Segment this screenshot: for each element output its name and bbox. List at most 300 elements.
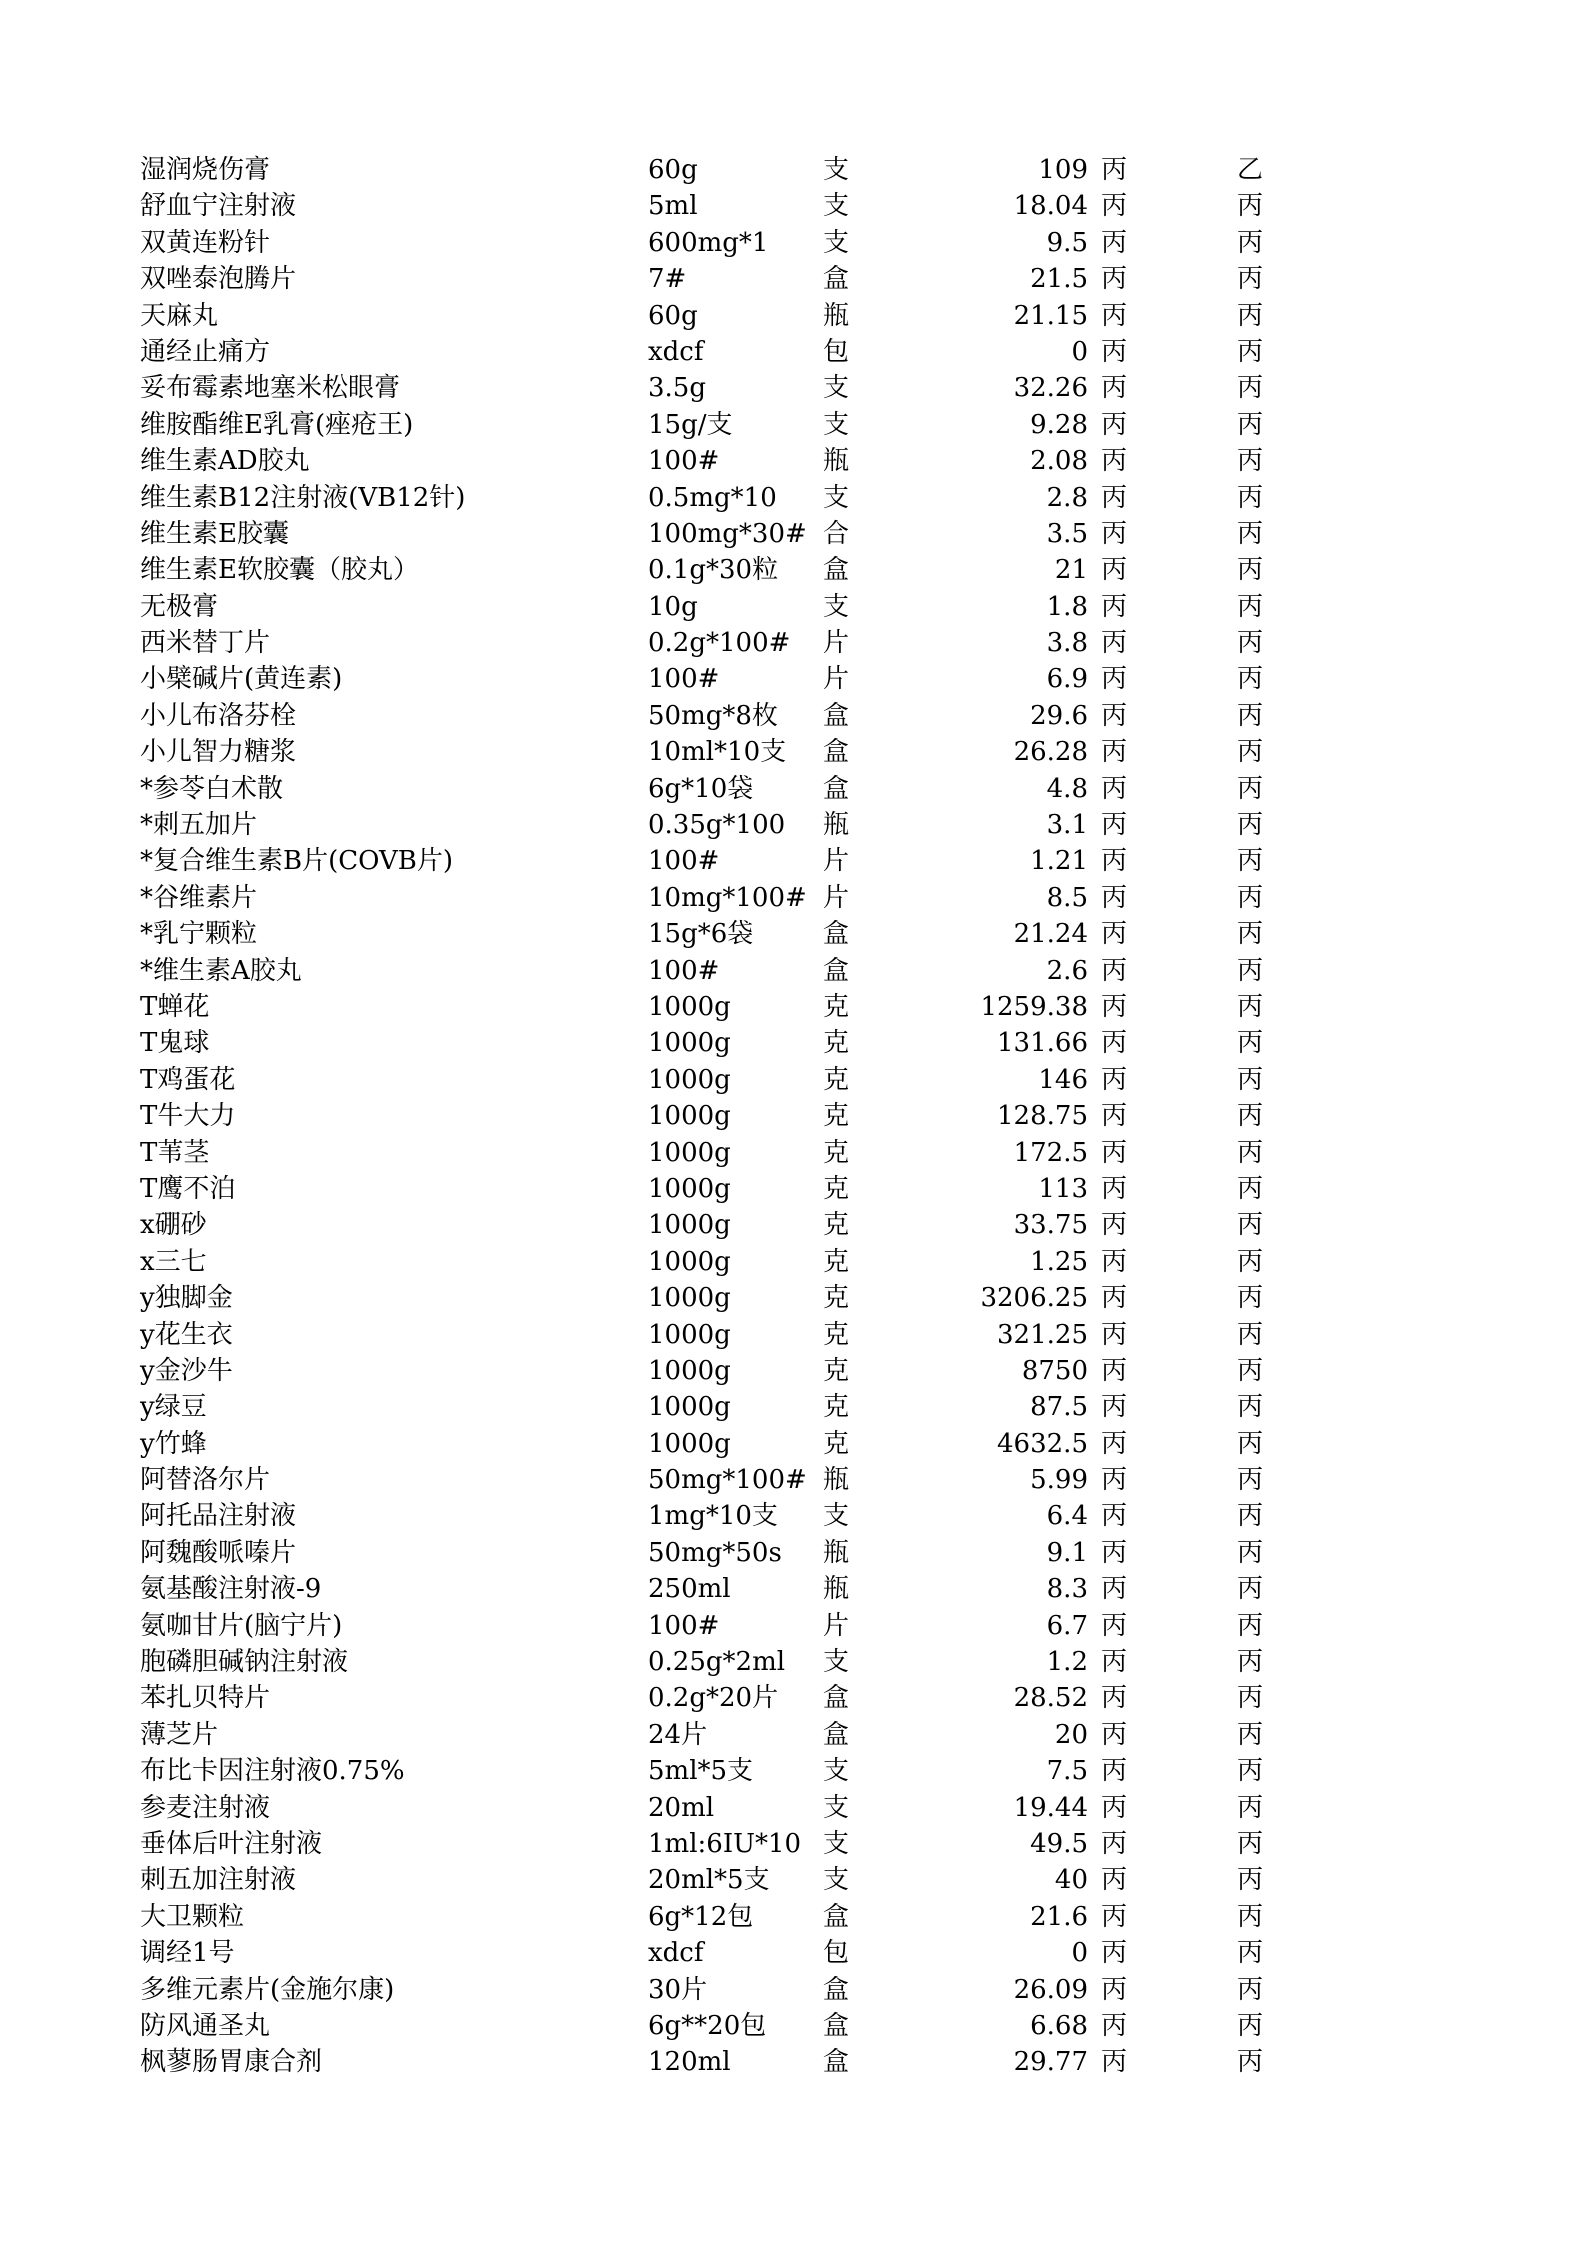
price-cell: 1.2 [1046,1647,1088,1678]
drug-name-cell: *维生素A胶丸 [140,955,302,986]
insurance-class-cell: 丙 [1237,1210,1264,1241]
category-cell: 丙 [1101,1901,1128,1932]
drug-name-cell: 多维元素片(金施尔康) [140,1974,395,2005]
drug-name-cell: 布比卡因注射液0.75% [140,1756,405,1787]
unit-cell: 瓶 [823,300,850,331]
drug-name-cell: 天麻丸 [140,300,219,331]
table-row [0,1935,1587,1971]
unit-cell: 瓶 [823,446,850,477]
insurance-class-cell: 丙 [1237,991,1264,1022]
category-cell: 丙 [1101,482,1128,513]
spec-cell: 0.2g*100# [648,628,791,659]
table-row [0,771,1587,807]
drug-name-cell: 西米替丁片 [140,628,271,659]
insurance-class-cell: 丙 [1237,1683,1264,1714]
spec-cell: 1000g [648,1428,731,1459]
category-cell: 丙 [1101,1647,1128,1678]
table-row [0,1717,1587,1753]
price-cell: 1259.38 [980,991,1088,1022]
drug-name-cell: 阿替洛尔片 [140,1465,271,1496]
category-cell: 丙 [1101,1064,1128,1095]
table-row [0,1753,1587,1789]
spec-cell: 1000g [648,991,731,1022]
spec-cell: 100mg*30# [648,518,807,549]
table-row [0,225,1587,261]
category-cell: 丙 [1101,2047,1128,2078]
unit-cell: 克 [823,1137,850,1168]
insurance-class-cell: 丙 [1237,1465,1264,1496]
drug-name-cell: T牛大力 [140,1101,236,1132]
spec-cell: 600mg*1 [648,227,769,258]
spec-cell: 10ml*10支 [648,737,787,768]
insurance-class-cell: 丙 [1237,1610,1264,1641]
spec-cell: 60g [648,300,698,331]
table-row [0,1171,1587,1207]
insurance-class-cell: 丙 [1237,1647,1264,1678]
table-row [0,298,1587,334]
unit-cell: 克 [823,1173,850,1204]
unit-cell: 克 [823,1319,850,1350]
drug-name-cell: 双黄连粉针 [140,227,271,258]
category-cell: 丙 [1101,664,1128,695]
drug-name-cell: 阿魏酸哌嗪片 [140,1537,297,1568]
spec-cell: 10g [648,591,698,622]
insurance-class-cell: 丙 [1237,2047,1264,2078]
table-row [0,1244,1587,1280]
unit-cell: 支 [823,482,850,513]
category-cell: 丙 [1101,810,1128,841]
unit-cell: 盒 [823,737,850,768]
insurance-class-cell: 丙 [1237,1246,1264,1277]
insurance-class-cell: 丙 [1237,446,1264,477]
spec-cell: 1000g [648,1101,731,1132]
spec-cell: 1000g [648,1137,731,1168]
price-cell: 29.6 [1030,700,1088,731]
drug-name-cell: 调经1号 [140,1938,235,1969]
unit-cell: 瓶 [823,1574,850,1605]
spec-cell: 1000g [648,1283,731,1314]
table-row [0,2044,1587,2080]
unit-cell: 支 [823,1501,850,1532]
spec-cell: 20ml*5支 [648,1865,770,1896]
drug-name-cell: T鬼球 [140,1028,210,1059]
unit-cell: 盒 [823,700,850,731]
price-cell: 109 [1038,155,1088,185]
unit-cell: 支 [823,1828,850,1859]
unit-cell: 克 [823,991,850,1022]
table-row [0,370,1587,406]
spec-cell: 100# [648,955,720,986]
spec-cell: 1000g [648,1392,731,1423]
table-row [0,989,1587,1025]
category-cell: 丙 [1101,1355,1128,1386]
table-row [0,953,1587,989]
insurance-class-cell: 丙 [1237,373,1264,404]
price-cell: 3.5 [1046,518,1088,549]
drug-name-cell: 维生素E胶囊 [140,518,289,549]
spec-cell: 0.25g*2ml [648,1647,786,1678]
unit-cell: 盒 [823,2047,850,2078]
insurance-class-cell: 丙 [1237,1792,1264,1823]
drug-name-cell: *刺五加片 [140,810,258,841]
insurance-class-cell: 丙 [1237,482,1264,513]
category-cell: 丙 [1101,1938,1128,1969]
spec-cell: 1000g [648,1319,731,1350]
unit-cell: 盒 [823,555,850,586]
insurance-class-cell: 丙 [1237,227,1264,258]
insurance-class-cell: 丙 [1237,846,1264,877]
table-row [0,1571,1587,1607]
category-cell: 丙 [1101,591,1128,622]
drug-name-cell: y竹蜂 [140,1428,207,1459]
insurance-class-cell: 丙 [1237,1574,1264,1605]
unit-cell: 盒 [823,2010,850,2041]
spec-cell: 1000g [648,1246,731,1277]
drug-name-cell: 无极膏 [140,591,219,622]
category-cell: 丙 [1101,1283,1128,1314]
table-row [0,661,1587,697]
price-cell: 5.99 [1030,1465,1088,1496]
price-cell: 19.44 [1013,1792,1088,1823]
category-cell: 丙 [1101,1865,1128,1896]
table-row [0,916,1587,952]
table-row [0,188,1587,224]
unit-cell: 支 [823,373,850,404]
table-row [0,1317,1587,1353]
category-cell: 丙 [1101,1319,1128,1350]
spec-cell: 100# [648,664,720,695]
drug-name-cell: y金沙牛 [140,1355,233,1386]
price-cell: 2.08 [1030,446,1088,477]
table-row [0,807,1587,843]
insurance-class-cell: 丙 [1237,628,1264,659]
unit-cell: 克 [823,1210,850,1241]
spec-cell: 1000g [648,1028,731,1059]
insurance-class-cell: 丙 [1237,1101,1264,1132]
price-cell: 3.8 [1046,628,1088,659]
category-cell: 丙 [1101,409,1128,440]
spec-cell: 1ml:6IU*10 [648,1828,802,1859]
drug-name-cell: 参麦注射液 [140,1792,271,1823]
unit-cell: 克 [823,1392,850,1423]
spec-cell: 100# [648,846,720,877]
drug-name-cell: 苯扎贝特片 [140,1683,271,1714]
unit-cell: 克 [823,1355,850,1386]
insurance-class-cell: 丙 [1237,700,1264,731]
spec-cell: 250ml [648,1574,731,1605]
category-cell: 丙 [1101,191,1128,222]
spec-cell: xdcf [648,336,704,367]
spec-cell: 50mg*100# [648,1465,807,1496]
unit-cell: 盒 [823,1683,850,1714]
unit-cell: 片 [823,628,850,659]
drug-name-cell: 维生素E软胶囊（胶丸） [140,555,419,586]
price-cell: 21.5 [1030,264,1088,295]
drug-name-cell: 小檗碱片(黄连素) [140,664,343,695]
price-cell: 87.5 [1030,1392,1088,1423]
unit-cell: 支 [823,191,850,222]
table-row [0,1644,1587,1680]
insurance-class-cell: 丙 [1237,409,1264,440]
insurance-class-cell: 丙 [1237,336,1264,367]
price-cell: 0 [1071,336,1088,367]
spec-cell: 6g**20包 [648,2010,767,2041]
unit-cell: 克 [823,1064,850,1095]
category-cell: 丙 [1101,1974,1128,2005]
category-cell: 丙 [1101,1719,1128,1750]
unit-cell: 包 [823,336,850,367]
insurance-class-cell: 丙 [1237,1428,1264,1459]
drug-name-cell: 枫蓼肠胃康合剂 [140,2047,323,2078]
category-cell: 丙 [1101,373,1128,404]
drug-name-cell: *参苓白术散 [140,773,284,804]
table-row [0,843,1587,879]
table-row [0,880,1587,916]
category-cell: 丙 [1101,955,1128,986]
table-row [0,698,1587,734]
category-cell: 丙 [1101,1537,1128,1568]
spec-cell: 10mg*100# [648,882,807,913]
unit-cell: 盒 [823,1719,850,1750]
price-cell: 3.1 [1046,810,1088,841]
insurance-class-cell: 丙 [1237,810,1264,841]
category-cell: 丙 [1101,1465,1128,1496]
spec-cell: 1000g [648,1173,731,1204]
table-row [0,516,1587,552]
spec-cell: 100# [648,446,720,477]
drug-name-cell: y花生衣 [140,1319,233,1350]
price-cell: 33.75 [1013,1210,1088,1241]
price-cell: 1.8 [1046,591,1088,622]
category-cell: 丙 [1101,846,1128,877]
unit-cell: 片 [823,664,850,695]
insurance-class-cell: 丙 [1237,1283,1264,1314]
insurance-class-cell: 丙 [1237,1064,1264,1095]
insurance-class-cell: 乙 [1237,155,1264,185]
insurance-class-cell: 丙 [1237,191,1264,222]
unit-cell: 支 [823,155,850,185]
category-cell: 丙 [1101,1246,1128,1277]
spec-cell: 1000g [648,1064,731,1095]
price-cell: 146 [1038,1064,1088,1095]
spec-cell: 0.35g*100 [648,810,786,841]
drug-name-cell: 胞磷胆碱钠注射液 [140,1647,349,1678]
spec-cell: 50mg*8枚 [648,700,778,731]
price-cell: 32.26 [1013,373,1088,404]
category-cell: 丙 [1101,1792,1128,1823]
insurance-class-cell: 丙 [1237,1974,1264,2005]
table-row [0,1972,1587,2008]
price-cell: 8750 [1021,1355,1088,1386]
drug-name-cell: 通经止痛方 [140,336,271,367]
spec-cell: 100# [648,1610,720,1641]
unit-cell: 盒 [823,955,850,986]
price-cell: 6.9 [1046,664,1088,695]
table-row [0,1389,1587,1425]
price-cell: 26.28 [1013,737,1088,768]
drug-name-cell: y绿豆 [140,1392,207,1423]
drug-name-cell: 氨咖甘片(脑宁片) [140,1610,343,1641]
price-cell: 1.25 [1030,1246,1088,1277]
insurance-class-cell: 丙 [1237,1392,1264,1423]
spec-cell: 15g*6袋 [648,919,754,950]
price-cell: 21 [1054,555,1088,586]
unit-cell: 包 [823,1938,850,1969]
insurance-class-cell: 丙 [1237,737,1264,768]
unit-cell: 支 [823,1647,850,1678]
table-row [0,1899,1587,1935]
price-cell: 20 [1054,1719,1088,1750]
drug-name-cell: 小儿智力糖浆 [140,737,297,768]
insurance-class-cell: 丙 [1237,1756,1264,1787]
price-cell: 7.5 [1046,1756,1088,1787]
price-cell: 49.5 [1030,1828,1088,1859]
price-cell: 131.66 [997,1028,1088,1059]
unit-cell: 盒 [823,773,850,804]
drug-name-cell: 薄芝片 [140,1719,219,1750]
drug-name-cell: *谷维素片 [140,882,258,913]
unit-cell: 片 [823,882,850,913]
category-cell: 丙 [1101,1392,1128,1423]
price-cell: 172.5 [1013,1137,1088,1168]
drug-name-cell: 湿润烧伤膏 [140,155,271,185]
drug-name-cell: T苇茎 [140,1137,210,1168]
drug-name-cell: T鸡蛋花 [140,1064,236,1095]
insurance-class-cell: 丙 [1237,518,1264,549]
insurance-class-cell: 丙 [1237,1938,1264,1969]
spec-cell: 24片 [648,1719,708,1750]
insurance-class-cell: 丙 [1237,1501,1264,1532]
unit-cell: 合 [823,518,850,549]
category-cell: 丙 [1101,1428,1128,1459]
insurance-class-cell: 丙 [1237,591,1264,622]
drug-name-cell: 双唑泰泡腾片 [140,264,297,295]
category-cell: 丙 [1101,1210,1128,1241]
price-cell: 21.6 [1030,1901,1088,1932]
spec-cell: 1000g [648,1355,731,1386]
drug-name-cell: T鹰不泊 [140,1173,236,1204]
table-row [0,1790,1587,1826]
price-cell: 28.52 [1013,1683,1088,1714]
spec-cell: 15g/支 [648,409,733,440]
category-cell: 丙 [1101,264,1128,295]
unit-cell: 克 [823,1428,850,1459]
category-cell: 丙 [1101,1501,1128,1532]
insurance-class-cell: 丙 [1237,773,1264,804]
spec-cell: 30片 [648,1974,708,2005]
table-row [0,443,1587,479]
drug-name-cell: 舒血宁注射液 [140,191,297,222]
table-row [0,2008,1587,2044]
category-cell: 丙 [1101,1610,1128,1641]
category-cell: 丙 [1101,1683,1128,1714]
unit-cell: 片 [823,1610,850,1641]
category-cell: 丙 [1101,991,1128,1022]
drug-name-cell: 垂体后叶注射液 [140,1828,323,1859]
insurance-class-cell: 丙 [1237,1137,1264,1168]
table-row [0,1498,1587,1534]
price-cell: 321.25 [997,1319,1088,1350]
category-cell: 丙 [1101,773,1128,804]
insurance-class-cell: 丙 [1237,555,1264,586]
unit-cell: 盒 [823,264,850,295]
spec-cell: 120ml [648,2047,731,2078]
price-cell: 6.4 [1046,1501,1088,1532]
insurance-class-cell: 丙 [1237,882,1264,913]
drug-name-cell: y独脚金 [140,1283,233,1314]
category-cell: 丙 [1101,628,1128,659]
price-cell: 26.09 [1013,1974,1088,2005]
insurance-class-cell: 丙 [1237,1901,1264,1932]
table-row [0,734,1587,770]
table-row [0,1280,1587,1316]
price-cell: 6.7 [1046,1610,1088,1641]
insurance-class-cell: 丙 [1237,1865,1264,1896]
table-row [0,1608,1587,1644]
drug-name-cell: 维生素AD胶丸 [140,446,310,477]
table-row [0,334,1587,370]
price-cell: 40 [1054,1865,1088,1896]
insurance-class-cell: 丙 [1237,2010,1264,2041]
table-row [0,589,1587,625]
drug-name-cell: 维生素B12注射液(VB12针) [140,482,466,513]
price-cell: 4632.5 [997,1428,1088,1459]
spec-cell: 5ml*5支 [648,1756,754,1787]
price-cell: 3206.25 [980,1283,1088,1314]
category-cell: 丙 [1101,1574,1128,1605]
table-row [0,480,1587,516]
price-cell: 4.8 [1046,773,1088,804]
unit-cell: 克 [823,1246,850,1277]
insurance-class-cell: 丙 [1237,919,1264,950]
drug-name-cell: x三七 [140,1246,207,1277]
price-cell: 21.24 [1013,919,1088,950]
drug-name-cell: x硼砂 [140,1210,207,1241]
price-cell: 2.8 [1046,482,1088,513]
table-row [0,407,1587,443]
drug-name-cell: 防风通圣丸 [140,2010,271,2041]
drug-name-cell: 阿托品注射液 [140,1501,297,1532]
table-row [0,261,1587,297]
spec-cell: 6g*10袋 [648,773,754,804]
unit-cell: 支 [823,1756,850,1787]
unit-cell: 支 [823,227,850,258]
spec-cell: 20ml [648,1792,715,1823]
price-cell: 9.28 [1030,409,1088,440]
table-row [0,1207,1587,1243]
insurance-class-cell: 丙 [1237,1173,1264,1204]
price-cell: 9.5 [1046,227,1088,258]
insurance-class-cell: 丙 [1237,1719,1264,1750]
spec-cell: 50mg*50s [648,1537,782,1568]
price-cell: 9.1 [1046,1537,1088,1568]
unit-cell: 克 [823,1028,850,1059]
insurance-class-cell: 丙 [1237,264,1264,295]
unit-cell: 克 [823,1101,850,1132]
category-cell: 丙 [1101,336,1128,367]
insurance-class-cell: 丙 [1237,1828,1264,1859]
table-row [0,1535,1587,1571]
drug-name-cell: *乳宁颗粒 [140,919,258,950]
category-cell: 丙 [1101,882,1128,913]
insurance-class-cell: 丙 [1237,1319,1264,1350]
unit-cell: 瓶 [823,1537,850,1568]
price-cell: 0 [1071,1938,1088,1969]
price-cell: 1.21 [1030,846,1088,877]
insurance-class-cell: 丙 [1237,1355,1264,1386]
drug-name-cell: T蝉花 [140,991,210,1022]
category-cell: 丙 [1101,555,1128,586]
